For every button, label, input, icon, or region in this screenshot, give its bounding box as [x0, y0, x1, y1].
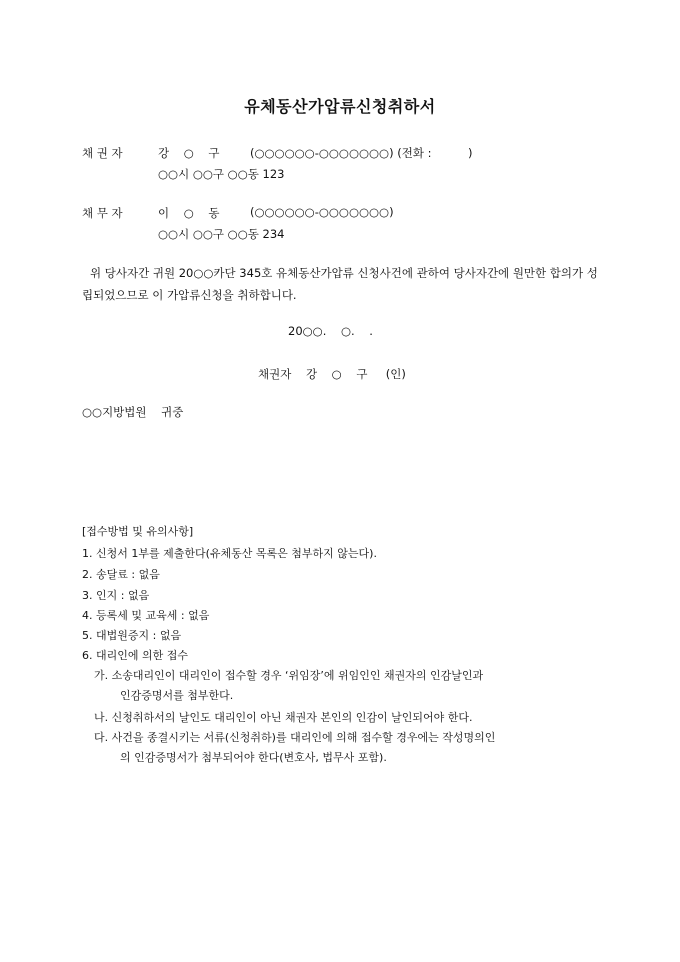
debtor-label: 채 무 자	[82, 206, 123, 220]
debtor-id: (○○○○○○-○○○○○○○)	[250, 205, 394, 219]
debtor-address: ○○시 ○○구 ○○동 234	[158, 227, 285, 241]
body-paragraph: 위 당사자간 귀원 20○○카단 345호 유체동산가압류 신청사건에 관하여 당사자간에 원만한 합의가 성립되었으므로 이 가압류신청을 취하합니다.	[82, 266, 598, 302]
notes-heading: [접수방법 및 유의사항]	[82, 525, 194, 538]
document-title: 유체동산가압류신청취하서	[244, 97, 436, 116]
debtor-name: 이 ○ 동	[158, 206, 220, 220]
note-item: 5. 대법원증지 : 없음	[82, 629, 182, 642]
note-item: 4. 등록세 및 교육세 : 없음	[82, 609, 210, 622]
date: 20○○. ○. .	[288, 324, 373, 338]
creditor-address: ○○시 ○○구 ○○동 123	[158, 167, 285, 181]
note-item: 1. 신청서 1부를 제출한다(유체동산 목록은 첨부하지 않는다).	[82, 547, 377, 560]
creditor-id-phone: (○○○○○○-○○○○○○○) (전화 : )	[250, 146, 473, 160]
creditor-name: 강 ○ 구	[158, 146, 220, 160]
note-sub-item: 가. 소송대리인이 대리인이 접수할 경우 ‘위임장’에 위임인인 채권자의 인감날인과	[94, 669, 484, 682]
note-sub-item: 다. 사건을 종결시키는 서류(신청취하)를 대리인에 의해 접수할 경우에는 작성명의인	[94, 731, 496, 744]
note-sub-item: 나. 신청취하서의 날인도 대리인이 아닌 채권자 본인의 인감이 날인되어야 한다.	[94, 711, 473, 724]
note-sub-item-cont: 인감증명서를 첨부한다.	[120, 689, 234, 702]
creditor-label: 채 권 자	[82, 146, 123, 160]
note-item: 3. 인지 : 없음	[82, 589, 150, 602]
signature-line: 채권자 강 ○ 구 (인)	[258, 367, 406, 381]
note-item: 6. 대리인에 의한 접수	[82, 649, 188, 662]
recipient-court: ○○지방법원 귀중	[82, 405, 184, 419]
note-sub-item-cont: 의 인감증명서가 첨부되어야 한다(변호사, 법무사 포함).	[120, 751, 387, 764]
note-item: 2. 송달료 : 없음	[82, 568, 160, 581]
